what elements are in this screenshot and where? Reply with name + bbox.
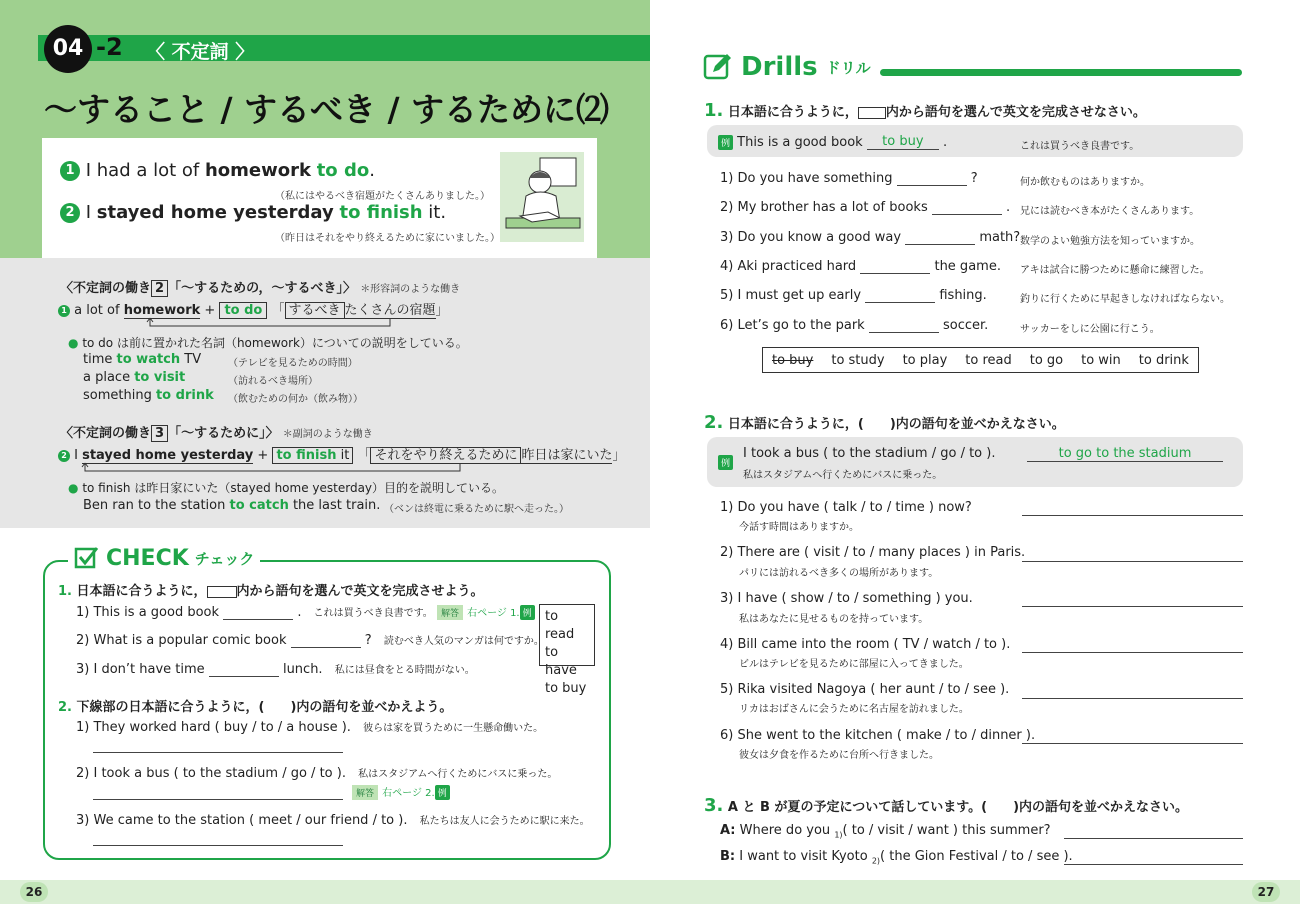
s1-item-3: 3) Do you know a good way math? — [720, 230, 1021, 245]
s2-example-tag: 例 — [718, 455, 733, 470]
s2-item-3: 3) I have ( show / to / something ) you. — [720, 591, 973, 606]
num-2-icon: 2 — [60, 203, 80, 223]
s1-blank-1[interactable] — [897, 185, 967, 186]
example-1-jp: （私にはやるべき宿題がたくさんありました。） — [275, 191, 490, 202]
s1-choice-1: to buy — [771, 352, 814, 368]
check-q2-prompt: 2. 下線部の日本語に合うように，( )内の語句を並べかえよう。 — [58, 700, 453, 715]
s1-choice-2: to study — [831, 352, 885, 368]
s1-choice-5: to go — [1029, 352, 1064, 368]
grammar2-example: 2 I stayed home yesterday + to finish it 「 それをやり終えるために 昨日は家にいた」 — [58, 444, 626, 464]
s1-item-5-jp: 釣りに行くために早起きしなければならない。 — [1020, 294, 1230, 305]
grammar1-item-1-jp: （テレビを見るための時間） — [228, 358, 358, 369]
example-2-jp: （昨日はそれをやり終えるために家にいました。） — [275, 233, 500, 244]
s2-answer-line-4[interactable] — [1022, 652, 1243, 653]
check-q1-item-3: 3) I don’t have time lunch. 私には昼食をとる時間がない。 — [76, 662, 475, 677]
num-1-small-icon: 1 — [58, 305, 70, 317]
check-q2-item-1: 1) They worked hard ( buy / to / a house ). 彼らは家を買うために一生懸命働いた。 — [76, 720, 544, 735]
grammar1-explain: ● to do は前に置かれた名詞（homework）についての説明をしている。 — [68, 336, 468, 350]
pencil-icon — [703, 52, 733, 82]
s2-item-1: 1) Do you have ( talk / to / time ) now? — [720, 500, 972, 515]
example-2: 2 I stayed home yesterday to finish it. — [60, 202, 446, 223]
grammar2-example2: Ben ran to the station to catch the last train. — [83, 498, 381, 513]
check-choices-box — [539, 604, 595, 696]
s3-line-a: A: Where do you $_{1)}$( to / visit / want ) this summer? — [720, 823, 1051, 840]
s1-item-2-jp: 兄には読むべき本がたくさんあります。 — [1020, 206, 1200, 217]
right-footer-band — [650, 880, 1300, 904]
s2-answer-line-6[interactable] — [1022, 743, 1243, 744]
s1-choice-3: to play — [902, 352, 948, 368]
s2-item-1-jp: 今話す時間はありますか。 — [739, 522, 859, 533]
s3-line-b: B: I want to visit Kyoto $_{2)}$( the Gion Festival / to / see ). — [720, 849, 1073, 866]
check-q1-item-2: 2) What is a popular comic book ? 読むべき人気のマンガは何ですか。 — [76, 633, 544, 648]
grammar2-example2-jp: （ベンは終電に乗るために駅へ走った。） — [384, 504, 569, 515]
s2-prompt: 2. 日本語に合うように，( )内の語句を並べかえなさい。 — [704, 412, 1065, 433]
grammar1-item-2: a place to visit — [83, 370, 186, 385]
s2-item-6-jp: 彼女は夕食を作るために台所へ行きました。 — [739, 750, 939, 761]
s2-item-5-jp: リカはおばさんに会うために名古屋を訪れました。 — [739, 704, 969, 715]
check-q2-ref: 解答 右ページ 2. 例 — [352, 784, 450, 800]
s1-choice-6: to win — [1081, 352, 1121, 368]
lesson-topic: 〈 不定詞 〉 — [146, 41, 255, 63]
s1-blank-6[interactable] — [869, 332, 939, 333]
s1-blank-4[interactable] — [860, 273, 930, 274]
s1-prompt: 1. 日本語に合うように， 内から語句を選んで英文を完成させなさい。 — [704, 100, 1146, 121]
lesson-number-badge: 04 — [44, 25, 92, 73]
s2-item-4-jp: ビルはテレビを見るために部屋に入ってきました。 — [739, 659, 969, 670]
s1-choices-box — [762, 347, 1199, 373]
page-number-right: 27 — [1252, 882, 1280, 902]
s1-item-5: 5) I must get up early fishing. — [720, 288, 987, 303]
s1-example: 例 This is a good book to buy . — [718, 134, 947, 150]
student-studying-illustration — [500, 152, 584, 242]
s1-blank-2[interactable] — [932, 214, 1002, 215]
grammar1-heading: 〈不定詞の働き 2 「〜するための，〜するべき」〉 ＊形容詞のような働き — [60, 281, 461, 296]
s2-item-2: 2) There are ( visit / to / many places ) in Paris. — [720, 545, 1026, 560]
s2-item-3-jp: 私はあなたに見せるものを持っています。 — [739, 614, 929, 625]
grammar2-arrow — [80, 461, 480, 475]
grammar1-item-3: something to drink — [83, 388, 214, 403]
s2-answer-line-5[interactable] — [1022, 698, 1243, 699]
left-footer-band — [0, 880, 650, 904]
check-q1-prompt: 1. 日本語に合うように， 内から語句を選んで英文を完成させよう。 — [58, 584, 484, 599]
s1-example-jp: これは買うべき良書です。 — [1020, 141, 1140, 152]
s2-example-answer: to go to the stadium — [1027, 446, 1223, 462]
check-q2-answer-line-1[interactable] — [93, 752, 343, 753]
grammar1-example: 1 a lot of homework + to do 「 するべき たくさんの宿題」 — [58, 299, 449, 319]
s1-item-3-jp: 数学のよい勉強方法を知っていますか。 — [1020, 236, 1200, 247]
s3-prompt: 3. A と B が夏の予定について話しています。( )内の語句を並べかえなさい。 — [704, 795, 1189, 816]
check-title: CHECK チェック — [68, 545, 260, 571]
page-title: 〜すること / するべき / するために⑵ — [44, 90, 610, 129]
drills-bar — [880, 69, 1242, 76]
grammar1-item-1: time to watch TV — [83, 352, 202, 367]
s2-answer-line-2[interactable] — [1022, 561, 1243, 562]
choice-to-read: to read — [545, 609, 575, 642]
lesson-bar — [38, 35, 650, 61]
s3-answer-line-b[interactable] — [1064, 864, 1243, 865]
s1-item-6-jp: サッカーをしに公園に行こう。 — [1020, 324, 1160, 335]
s2-item-5: 5) Rika visited Nagoya ( her aunt / to / see ). — [720, 682, 1010, 697]
s2-example-jp: 私はスタジアムへ行くためにバスに乗った。 — [743, 470, 943, 481]
grammar1-arrow — [145, 316, 395, 330]
example-1: 1 I had a lot of homework to do. — [60, 160, 375, 181]
page-number-left: 26 — [20, 882, 48, 902]
s3-answer-line-a[interactable] — [1064, 838, 1243, 839]
s1-choice-7: to drink — [1138, 352, 1189, 368]
s1-item-1-jp: 何か飲むものはありますか。 — [1020, 177, 1150, 188]
s1-item-4-jp: アキは試合に勝つために懸命に練習した。 — [1020, 265, 1210, 276]
lesson-sub: -2 — [96, 33, 123, 61]
checkbox-icon — [74, 545, 100, 571]
check-q2-answer-line-3[interactable] — [93, 845, 343, 846]
s1-item-2: 2) My brother has a lot of books . — [720, 200, 1011, 215]
check-q1-item-1: 1) This is a good book . これは買うべき良書です。 解答 右ページ 1. 例 — [76, 604, 535, 620]
drills-title: Drills ドリル — [703, 52, 871, 82]
num-1-icon: 1 — [60, 161, 80, 181]
grammar1-item-3-jp: （飲むための何か（飲み物）） — [228, 394, 363, 405]
grammar2-explain: ● to finish は昨日家にいた（stayed home yesterday）目的を説明している。 — [68, 481, 505, 495]
check-q2-item-3: 3) We came to the station ( meet / our friend / to ). 私たちは友人に会うために駅に来た。 — [76, 813, 590, 828]
s1-item-1: 1) Do you have something ? — [720, 171, 978, 186]
s1-choice-4: to read — [965, 352, 1012, 368]
choice-to-buy: to buy — [545, 681, 587, 696]
s2-answer-line-3[interactable] — [1022, 606, 1243, 607]
s1-item-4: 4) Aki practiced hard the game. — [720, 259, 1001, 274]
grammar2-heading: 〈不定詞の働き 3 「〜するために」〉 ＊副詞のような働き — [60, 426, 373, 441]
s2-item-6: 6) She went to the kitchen ( make / to / dinner ). — [720, 728, 1036, 743]
s2-answer-line-1[interactable] — [1022, 515, 1243, 516]
choice-to-have: to have — [545, 645, 577, 678]
s2-item-4: 4) Bill came into the room ( TV / watch / to ). — [720, 637, 1011, 652]
s1-blank-3[interactable] — [905, 244, 975, 245]
num-2-small-icon: 2 — [58, 450, 70, 462]
s2-item-2-jp: パリには訪れるべき多くの場所があります。 — [739, 568, 939, 579]
check-q2-answer-line-2[interactable] — [93, 799, 343, 800]
s2-example-en: I took a bus ( to the stadium / go / to ). — [743, 446, 996, 461]
s1-blank-5[interactable] — [865, 302, 935, 303]
s1-item-6: 6) Let’s go to the park soccer. — [720, 318, 989, 333]
grammar1-item-2-jp: （訪れるべき場所） — [228, 376, 318, 387]
check-q2-item-2: 2) I took a bus ( to the stadium / go / to ). 私はスタジアムへ行くためにバスに乗った。 — [76, 766, 558, 781]
